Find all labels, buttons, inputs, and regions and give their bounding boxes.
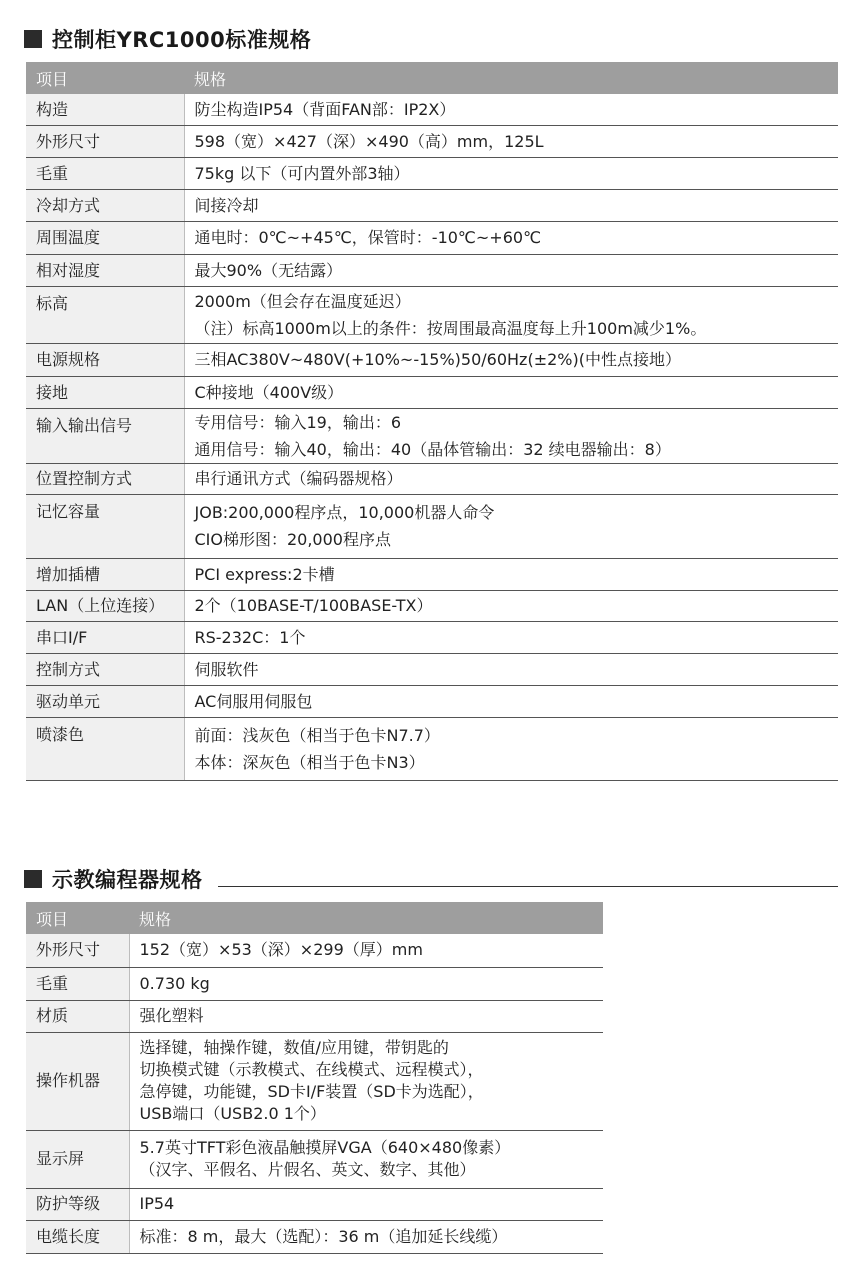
row-value-line: （注）标高1000m以上的条件：按周围最高温度每上升100m减少1%。 — [194, 318, 707, 338]
table-row — [26, 463, 838, 494]
row-value-line: RS-232C：1个 — [194, 627, 306, 647]
square-bullet-icon — [24, 870, 42, 888]
row-label: 喷漆色 — [26, 717, 184, 780]
row-label: 毛重 — [26, 157, 184, 189]
row-label: 外形尺寸 — [26, 934, 129, 967]
table-row — [26, 621, 838, 653]
row-value-line: 急停键，功能键，SD卡I/F装置（SD卡为选配）， — [139, 1082, 484, 1101]
table-row — [26, 94, 838, 125]
table-row — [26, 1032, 603, 1130]
table-row — [26, 653, 838, 685]
table-row — [26, 1188, 603, 1220]
row-label: 外形尺寸 — [26, 125, 184, 157]
row-label: 操作机器 — [26, 1032, 129, 1130]
row-value — [184, 408, 838, 463]
section2-title: 示教编程器规格 — [52, 868, 203, 892]
row-value-line: 2个（10BASE-T/100BASE-TX） — [194, 596, 433, 615]
row-value — [184, 125, 838, 157]
section1-title: 控制柜YRC1000标准规格 — [52, 28, 312, 52]
table-row — [26, 967, 603, 1000]
row-value — [184, 590, 838, 621]
row-value — [129, 934, 603, 967]
table-row — [26, 376, 838, 408]
row-value-line: 通用信号：输入40，输出：40（晶体管输出：32 续电器输出：8） — [194, 439, 671, 459]
row-value — [184, 463, 838, 494]
row-label: 周围温度 — [26, 221, 184, 254]
pendant-spec-body — [26, 934, 603, 1253]
row-label: 串口I/F — [26, 621, 184, 653]
row-value — [184, 376, 838, 408]
header-item: 项目 — [26, 902, 129, 934]
row-value — [129, 1000, 603, 1032]
row-value — [184, 189, 838, 221]
table-row — [26, 1130, 603, 1188]
row-value — [184, 221, 838, 254]
row-value — [184, 286, 838, 343]
row-value — [129, 967, 603, 1000]
row-label: 防护等级 — [26, 1188, 129, 1220]
section1-heading — [24, 24, 311, 54]
row-value — [184, 494, 838, 558]
table-row — [26, 157, 838, 189]
row-value — [184, 685, 838, 717]
row-value — [184, 343, 838, 376]
section2-title-rule — [218, 886, 838, 887]
row-label: 冷却方式 — [26, 189, 184, 221]
row-value — [184, 717, 838, 780]
row-value-line: 5.7英寸TFT彩色液晶触摸屏VGA（640×480像素） — [139, 1138, 511, 1157]
row-label: 相对湿度 — [26, 254, 184, 286]
row-label: 增加插槽 — [26, 558, 184, 590]
header-spec: 规格 — [129, 902, 603, 934]
table-row — [26, 717, 838, 780]
section2-heading — [24, 864, 203, 894]
row-value-line: 最大90%（无结露） — [194, 260, 343, 280]
row-value — [184, 653, 838, 685]
row-value-line: 598（宽）×427（深）×490（高）mm，125L — [194, 131, 544, 151]
row-value-line: 强化塑料 — [139, 1006, 204, 1025]
row-value-line: CIO梯形图：20,000程序点 — [194, 530, 391, 549]
table-row — [26, 934, 603, 967]
table-row — [26, 1000, 603, 1032]
row-value-line: 本体：深灰色（相当于色卡N3） — [194, 752, 425, 772]
row-label: LAN（上位连接） — [26, 590, 184, 621]
controller-spec-body — [26, 94, 838, 780]
table-row — [26, 590, 838, 621]
row-label: 输入输出信号 — [26, 408, 184, 463]
table-row — [26, 125, 838, 157]
row-label: 记忆容量 — [26, 494, 184, 558]
row-value-line: 通电时：0℃~+45℃，保管时：-10℃~+60℃ — [194, 228, 542, 247]
table-row — [26, 254, 838, 286]
row-value-line: 152（宽）×53（深）×299（厚）mm — [139, 940, 423, 960]
table-row — [26, 408, 838, 463]
row-value-line: 伺服软件 — [194, 659, 259, 679]
row-value — [184, 94, 838, 125]
table-header-row — [26, 62, 838, 94]
row-value-line: 前面：浅灰色（相当于色卡N7.7） — [194, 725, 440, 745]
row-value — [184, 157, 838, 189]
row-label: 显示屏 — [26, 1130, 129, 1188]
row-value-line: （汉字、平假名、片假名、英文、数字、其他） — [139, 1160, 476, 1179]
row-value — [129, 1130, 603, 1188]
row-label: 控制方式 — [26, 653, 184, 685]
table-row — [26, 343, 838, 376]
table-row — [26, 1220, 603, 1253]
header-item: 项目 — [26, 62, 184, 94]
header-spec: 规格 — [184, 62, 838, 94]
row-value-line: 选择键，轴操作键，数值/应用键，带钥匙的 — [139, 1038, 449, 1057]
row-label: 毛重 — [26, 967, 129, 1000]
row-value-line: C种接地（400V级） — [194, 382, 344, 402]
row-value-line: 串行通讯方式（编码器规格） — [194, 469, 403, 488]
row-value — [129, 1220, 603, 1253]
row-value-line: 标准：8 m，最大（选配）：36 m（追加延长线缆） — [139, 1226, 508, 1246]
row-value — [184, 621, 838, 653]
row-label: 电缆长度 — [26, 1220, 129, 1253]
row-value-line: 三相AC380V~480V(+10%~-15%)50/60Hz(±2%)(中性点接地） — [194, 350, 681, 369]
row-value-line: 2000m（但会存在温度延迟） — [194, 291, 411, 311]
row-value-line: 专用信号：输入19，输出：6 — [194, 412, 402, 432]
row-value-line: USB端口（USB2.0 1个） — [139, 1104, 326, 1123]
row-label: 材质 — [26, 1000, 129, 1032]
row-value-line: IP54 — [139, 1194, 175, 1213]
row-label: 标高 — [26, 286, 184, 343]
row-value-line: PCI express:2卡槽 — [194, 564, 335, 584]
row-value-line: AC伺服用伺服包 — [194, 691, 313, 711]
row-label: 接地 — [26, 376, 184, 408]
table-row — [26, 189, 838, 221]
row-value-line: 75kg 以下（可内置外部3轴） — [194, 163, 410, 183]
row-value-line: 切换模式键（示教模式、在线模式、远程模式）， — [139, 1060, 484, 1079]
square-bullet-icon — [24, 30, 42, 48]
table-row — [26, 286, 838, 343]
row-value — [129, 1032, 603, 1130]
row-value — [129, 1188, 603, 1220]
row-value-line: 防尘构造IP54（背面FAN部：IP2X） — [194, 99, 456, 119]
row-value — [184, 558, 838, 590]
table-row — [26, 221, 838, 254]
row-label: 驱动单元 — [26, 685, 184, 717]
row-value-line: 间接冷却 — [194, 195, 259, 215]
row-value — [184, 254, 838, 286]
controller-spec-table — [26, 62, 838, 781]
row-label: 电源规格 — [26, 343, 184, 376]
row-label: 构造 — [26, 94, 184, 125]
table-row — [26, 494, 838, 558]
table-row — [26, 558, 838, 590]
pendant-spec-table — [26, 902, 603, 1254]
table-row — [26, 685, 838, 717]
table-header-row — [26, 902, 603, 934]
row-value-line: JOB:200,000程序点，10,000机器人命令 — [194, 503, 495, 522]
row-value-line: 0.730 kg — [139, 973, 210, 993]
row-label: 位置控制方式 — [26, 463, 184, 494]
